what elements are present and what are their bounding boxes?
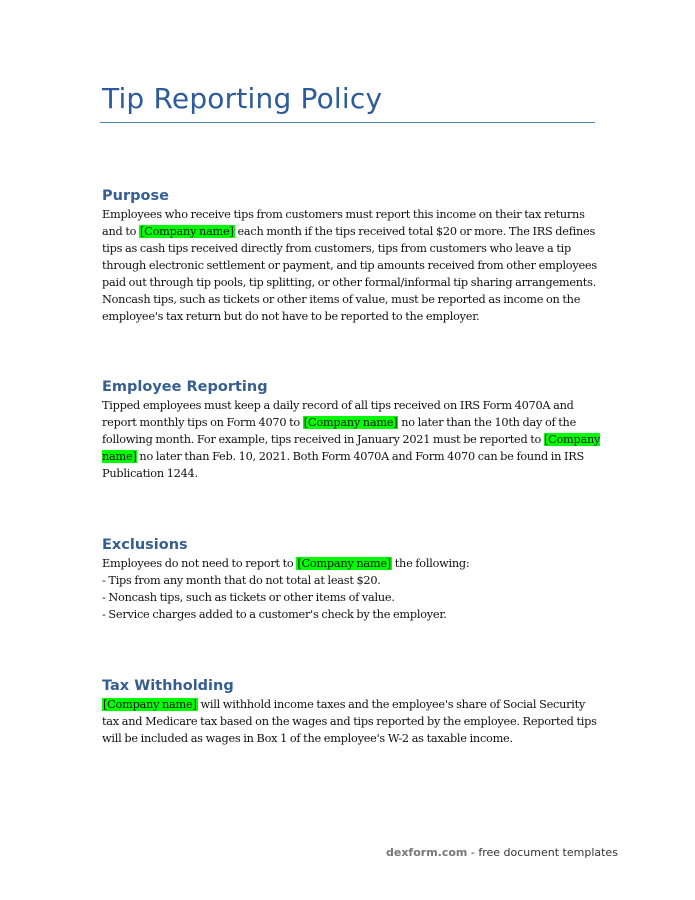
- exclusion-item: - Service charges added to a customer's check by the employer.: [102, 608, 447, 621]
- exclusion-item: - Noncash tips, such as tickets or other items of value.: [102, 591, 395, 604]
- exclusions-paragraph: [102, 555, 602, 623]
- footer: [386, 846, 618, 859]
- page-title: Tip Reporting Policy: [102, 82, 383, 115]
- employee-reporting-text-3: no later than Feb. 10, 2021. Both Form 4070A and Form 4070 can be found in IRS Publication 1244.: [102, 450, 584, 480]
- footer-tagline: - free document templates: [467, 846, 618, 859]
- company-name-placeholder: [Company name]: [297, 557, 391, 570]
- company-name-placeholder: [Company name]: [303, 416, 398, 429]
- company-name-placeholder: [Company name]: [102, 433, 601, 463]
- section-tax-withholding: [102, 676, 602, 747]
- section-exclusions: [102, 535, 602, 623]
- company-name-placeholder: [Company name]: [140, 225, 234, 238]
- section-heading-purpose: Purpose: [102, 188, 169, 204]
- purpose-paragraph: [102, 206, 602, 325]
- section-employee-reporting: [102, 377, 602, 482]
- purpose-text-1: Employees who receive tips from customers must report this income on their tax returns and to: [102, 208, 585, 238]
- tax-withholding-text: will withhold income taxes and the employee's share of Social Security tax and Medicare tax based on the wages and tips reported by the employee. Reported tips will be included as wages in Box 1 of the employee's W-2 as taxable income.: [102, 698, 597, 745]
- section-heading-tax-withholding: Tax Withholding: [102, 678, 234, 694]
- employee-reporting-paragraph: [102, 397, 602, 482]
- section-heading-employee-reporting: Employee Reporting: [102, 379, 268, 395]
- section-purpose: [102, 186, 602, 325]
- footer-brand-link[interactable]: dexform.com: [386, 846, 468, 859]
- employee-reporting-text-1: Tipped employees must keep a daily record of all tips received on IRS Form 4070A and report monthly tips on Form 4070 to: [102, 399, 574, 429]
- company-name-placeholder: [Company name]: [103, 698, 197, 711]
- employee-reporting-text-2: no later than the 10th day of the following month. For example, tips received in January 2021 must be reported to: [102, 416, 577, 446]
- exclusions-intro-1: Employees do not need to report to: [102, 557, 297, 570]
- section-heading-exclusions: Exclusions: [102, 537, 188, 553]
- tax-withholding-paragraph: [102, 696, 602, 747]
- purpose-text-2: each month if the tips received total $20 or more. The IRS defines tips as cash tips received directly from customers, tips from customers who leave a tip through electronic settlement or payment, and tip amounts received from other employees paid out through tip pools, tip splitting, or other formal/informal tip sharing arrangements. Noncash tips, such as tickets or other items of value, must be reported as income on the employee's tax return but do not have to be reported to the employer.: [102, 225, 597, 323]
- exclusion-item: - Tips from any month that do not total at least $20.: [102, 574, 381, 587]
- exclusions-intro-2: the following:: [391, 557, 470, 570]
- title-divider: [100, 122, 595, 123]
